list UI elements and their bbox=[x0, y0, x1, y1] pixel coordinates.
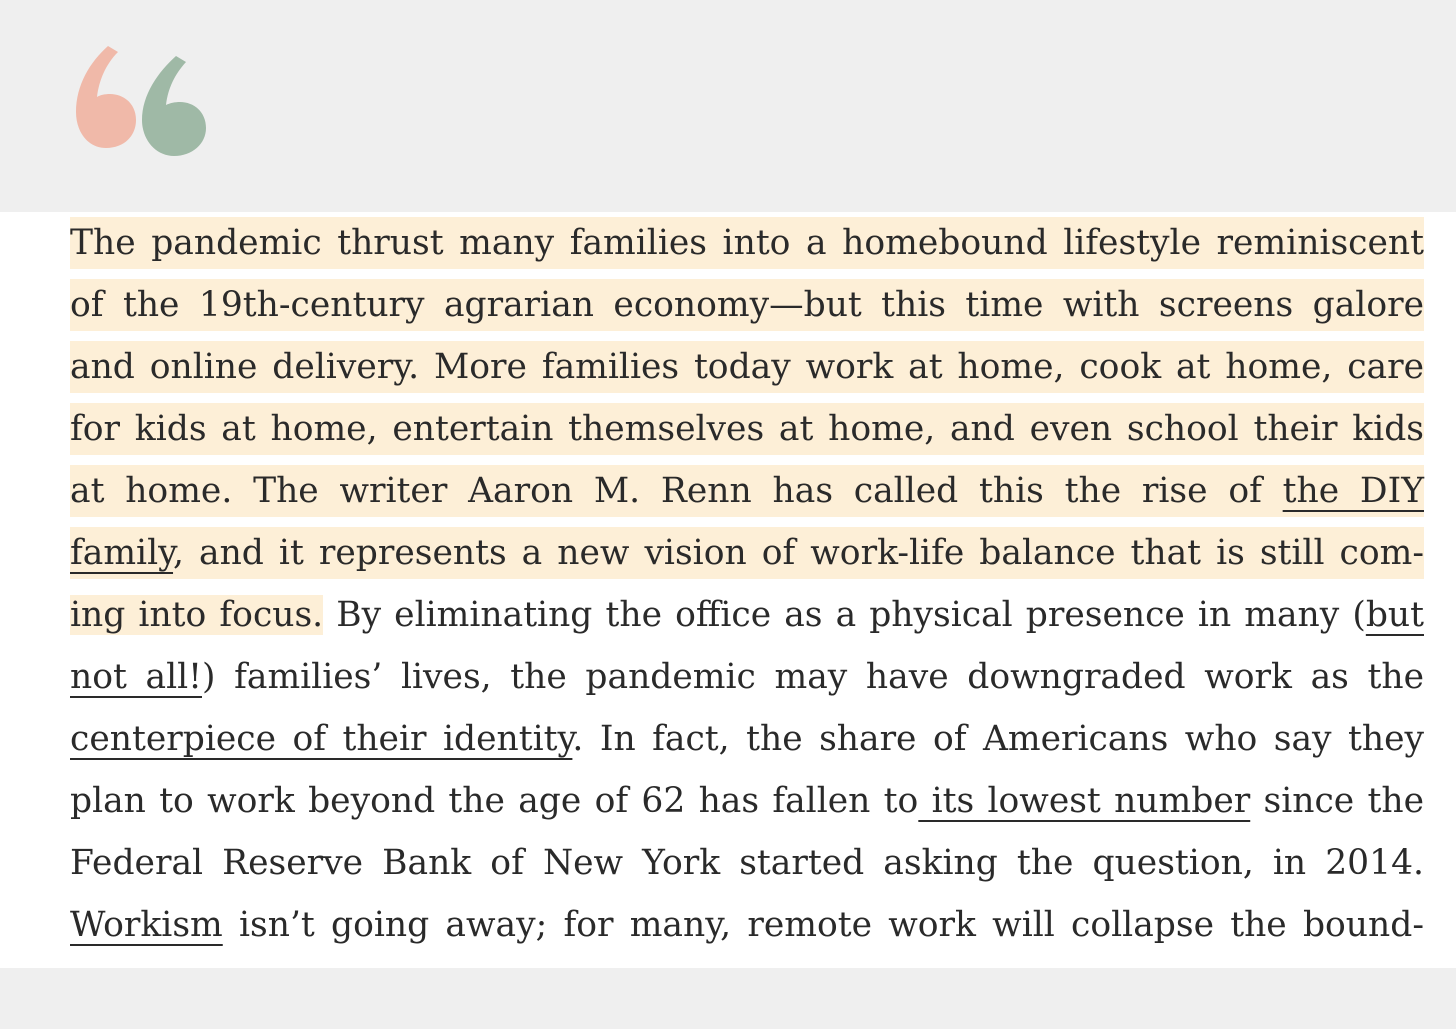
link-workism[interactable]: Workism bbox=[70, 905, 223, 945]
text-line bbox=[70, 713, 1424, 765]
text-segment: for kids at home, entertain themselves at home, and even school their kids bbox=[70, 409, 1424, 449]
quote-header bbox=[0, 0, 1456, 212]
text-line bbox=[70, 279, 1424, 331]
text-line bbox=[70, 651, 1424, 703]
link-centerpiece-identity[interactable]: centerpiece of their identity bbox=[70, 719, 573, 759]
article-body bbox=[0, 212, 1456, 968]
text-segment: By eliminating the office as a physical presence in many ( bbox=[323, 595, 1366, 635]
text-segment: Federal Reserve Bank of New York started asking the question, in 2014. bbox=[70, 843, 1424, 883]
link-diy-family-cont[interactable]: family bbox=[70, 533, 174, 573]
text-segment: plan to work beyond the age of 62 has fallen to bbox=[70, 781, 919, 821]
text-segment: and online delivery. More families today work at home, cook at home, care bbox=[70, 347, 1424, 387]
text-segment: since the bbox=[1250, 781, 1424, 821]
text-line bbox=[70, 403, 1424, 455]
text-segment: isn’t going away; for many, remote work will collapse the bound- bbox=[222, 905, 1424, 945]
text-segment: The pandemic thrust many families into a homebound lifestyle reminiscent bbox=[70, 223, 1424, 263]
text-segment: , and it represents a new vision of work-life balance that is still com- bbox=[173, 533, 1424, 573]
text-line bbox=[70, 589, 1424, 641]
text-segment: . In fact, the share of Americans who say they bbox=[572, 719, 1425, 759]
quote-mark-icon bbox=[70, 40, 220, 170]
text-line bbox=[70, 527, 1424, 579]
footer-band bbox=[0, 968, 1456, 1029]
text-line bbox=[70, 899, 1424, 951]
link-but-not-all[interactable]: but bbox=[1365, 595, 1424, 635]
text-line bbox=[70, 775, 1424, 827]
text-line bbox=[70, 341, 1424, 393]
text-segment: ) families’ lives, the pandemic may have downgraded work as the bbox=[202, 657, 1424, 697]
text-line bbox=[70, 217, 1424, 269]
link-lowest-number[interactable]: its lowest number bbox=[918, 781, 1251, 821]
text-segment: at home. The writer Aaron M. Renn has called this the rise of bbox=[70, 471, 1283, 511]
link-but-not-all-cont[interactable]: not all! bbox=[70, 657, 202, 697]
text-segment: of the 19th-century agrarian economy—but this time with screens galore bbox=[70, 285, 1424, 325]
link-diy-family[interactable]: the DIY bbox=[1282, 471, 1424, 511]
text-line bbox=[70, 465, 1424, 517]
text-line bbox=[70, 837, 1424, 889]
highlighted-text: ing into focus. bbox=[70, 595, 324, 635]
